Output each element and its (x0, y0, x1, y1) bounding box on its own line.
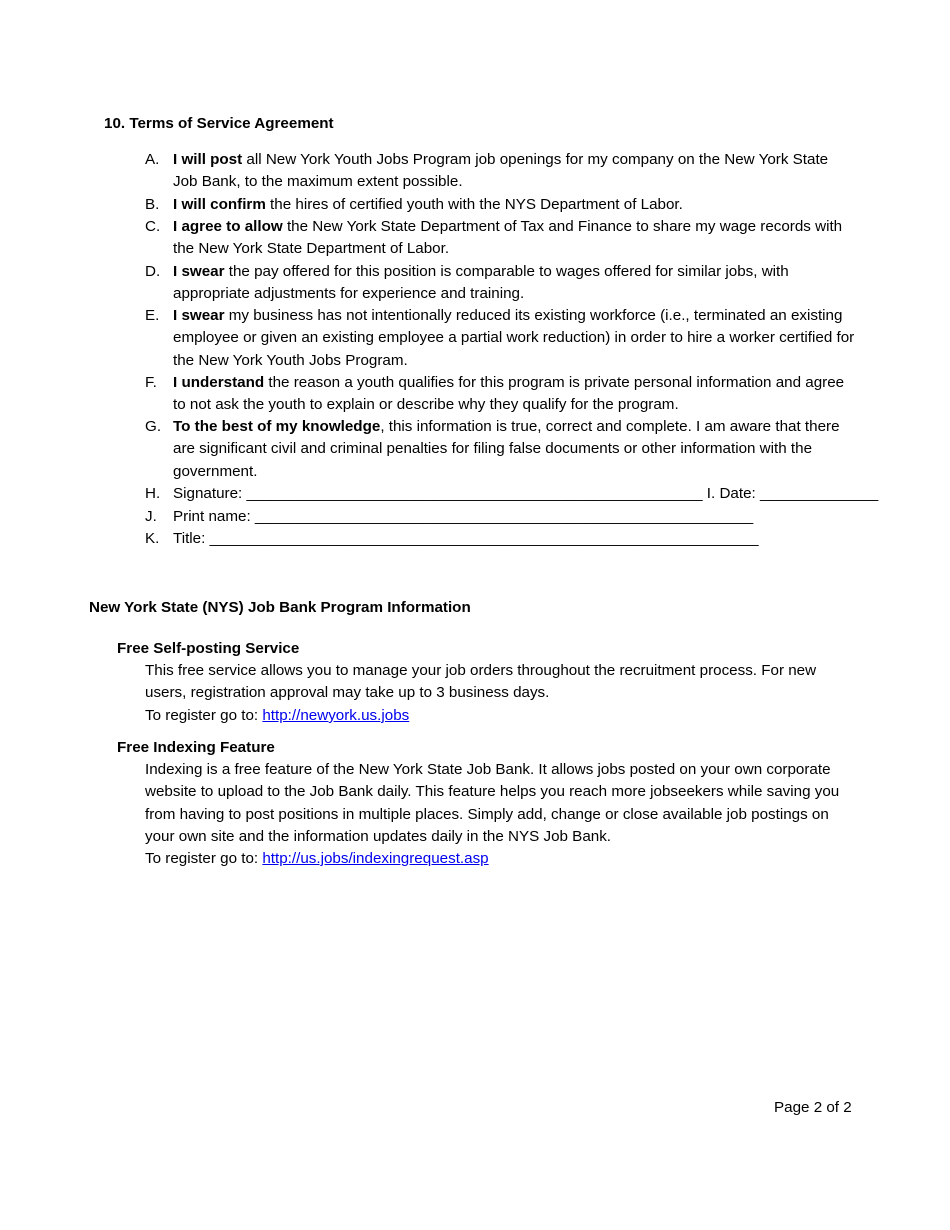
item-bold: To the best of my knowledge (173, 418, 381, 435)
item-letter: B. (145, 196, 160, 213)
item-bold: I will post (173, 151, 243, 168)
item-bold: I understand (173, 374, 265, 391)
item-text (173, 149, 855, 194)
self-posting-register (145, 705, 860, 727)
jobbank-heading: New York State (NYS) Job Bank Program Information (89, 599, 471, 616)
indexing-request-link[interactable]: http://us.jobs/indexingrequest.asp (262, 850, 489, 867)
item-letter: C. (145, 218, 161, 235)
title-line[interactable]: Title: _________________________________________________________________ (173, 530, 759, 547)
item-text (173, 372, 855, 417)
item-letter: F. (145, 374, 157, 391)
print-name-line[interactable]: Print name: ___________________________________________________________ (173, 508, 754, 525)
item-rest: all New York Youth Jobs Program job openings for my company on the New York State Job Bank, to the maximum extent possible. (173, 151, 829, 191)
indexing-body: Indexing is a free feature of the New York State Job Bank. It allows jobs posted on your own corporate website to upload to the Job Bank daily. This feature helps you reach more jobseekers while saving you from having to post positions in multiple places. Simply add, change or close available job postings on your own site and the information updates daily in the NYS Job Bank. (145, 761, 840, 846)
register-label: To register go to: (145, 850, 263, 867)
register-label: To register go to: (145, 707, 263, 724)
item-rest: the hires of certified youth with the NYS Department of Labor. (265, 196, 683, 213)
indexing-title: Free Indexing Feature (117, 739, 275, 756)
item-letter: E. (145, 307, 160, 324)
item-bold: I swear (173, 263, 225, 280)
item-bold: I swear (173, 307, 225, 324)
item-text (173, 216, 855, 261)
item-bold: I will confirm (173, 196, 266, 213)
newyork-jobs-link[interactable]: http://newyork.us.jobs (262, 707, 410, 724)
self-posting-body: This free service allows you to manage your job orders throughout the recruitment process. For new users, registration approval may take up to 3 business days. (145, 662, 817, 702)
item-letter: D. (145, 263, 161, 280)
item-letter: G. (145, 418, 162, 435)
item-letter: J. (145, 508, 157, 525)
item-rest: the reason a youth qualifies for this program is private personal information and agree to not ask the youth to explain or describe why they qualify for the program. (173, 374, 845, 414)
item-letter: H. (145, 485, 161, 502)
item-text (173, 416, 855, 483)
item-letter: A. (145, 151, 160, 168)
page-number: Page 2 of 2 (774, 1099, 852, 1116)
signature-date-line[interactable]: Signature: ______________________________________________________ I. Date: ______________ (173, 485, 879, 502)
item-text (173, 305, 855, 372)
item-text (173, 194, 855, 216)
terms-heading: 10. Terms of Service Agreement (104, 115, 334, 132)
item-bold: I agree to allow (173, 218, 283, 235)
item-rest: , this information is true, correct and complete. I am aware that there are significant civil and criminal penalties for filing false documents or other information with the government. (173, 418, 840, 480)
item-rest: the pay offered for this position is comparable to wages offered for similar jobs, with appropriate adjustments for experience and training. (173, 263, 789, 303)
self-posting-title: Free Self-posting Service (117, 640, 300, 657)
indexing-register (145, 848, 860, 870)
item-rest: my business has not intentionally reduced its existing workforce (i.e., terminated an existing employee or given an existing employee a partial work reduction) in order to hire a worker certified for the New York Youth Jobs Program. (173, 307, 855, 369)
item-letter: K. (145, 530, 160, 547)
item-text (173, 261, 855, 306)
item-rest: the New York State Department of Tax and Finance to share my wage records with the New York State Department of Labor. (173, 218, 843, 258)
